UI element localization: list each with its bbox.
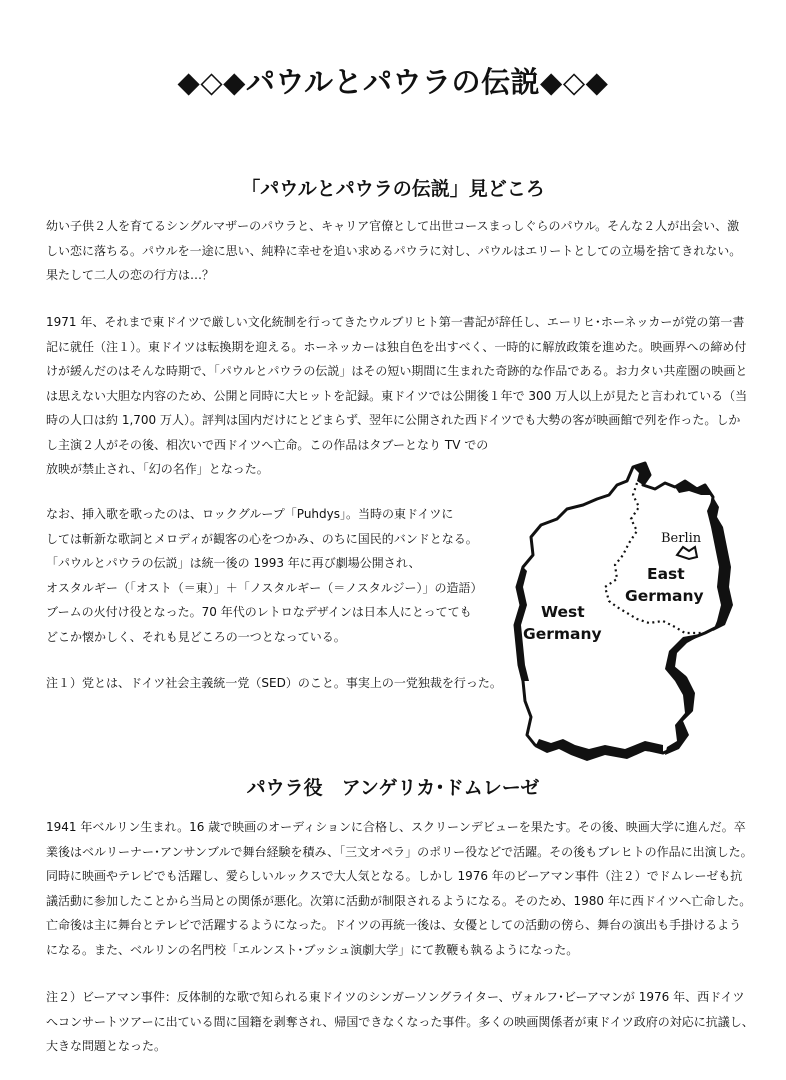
paragraph-synopsis	[46, 214, 741, 288]
text-line: 亡命後は主に舞台とテレビで活躍するようになった。ドイツの再統一後は、女優としての活動の傍ら、舞台の演出も手掛けるよう	[46, 918, 742, 932]
text-line: は思えない大胆な内容のため、公開と同時に大ヒットを記録。東ドイツでは公開後１年で 300 万人以上が見たと言われている（当	[46, 388, 748, 403]
map-label-west-2: Germany	[523, 625, 602, 643]
text-line: なお、挿入歌を歌ったのは、ロックグループ「Puhdys」。当時の東ドイツに	[46, 507, 454, 521]
text-line: 議活動に参加したことから当局との関係が悪化。次第に活動が制限されるようになる。そのため、1980 年に西ドイツへ亡命した。	[46, 893, 752, 908]
text-line: 「パウルとパウラの伝説」は統一後の 1993 年に再び劇場公開され、	[46, 556, 421, 570]
text-line: 放映が禁止され、「幻の名作」となった。	[46, 462, 269, 476]
map-label-east-1: East	[647, 565, 685, 583]
text-line: 記に就任（注１）。東ドイツは転換期を迎える。ホーネッカーは独自色を出すべく、一時的に解放政策を進めた。映画界への締め付	[46, 339, 747, 354]
text-line: 時の人口は約 1,700 万人）。評判は国内だけにとどまらず、翌年に公開された西ドイツでも大勢の客が映画館で列を作った。しか	[46, 413, 741, 427]
text-line: へコンサートツアーに出ている間に国籍を剥奪され、帰国できなくなった事件。多くの映画関係者が東ドイツ政府の対応に抗議し、	[46, 1014, 754, 1029]
text-line: 注２）ビーアマン事件：反体制的な歌で知られる東ドイツのシンガーソングライター、ヴォルフ･ビーアマンが 1976 年、西ドイツ	[46, 990, 745, 1004]
map-label-east-2: Germany	[625, 587, 704, 605]
text-line: ブームの火付け役となった。70 年代のレトロなデザインは日本人にとってても	[46, 605, 472, 619]
footnote-1	[46, 671, 502, 696]
text-line: しては斬新な歌詞とメロディが観客の心をつかみ、のちに国民的バンドとなる。	[46, 531, 478, 546]
text-line: しい恋に落ちる。パウルを一途に思い、純粋に幸せを追い求めるパウラに対し、パウルはエリートとしての立場を捨てきれない。	[46, 243, 742, 258]
text-line: 1941 年ベルリン生まれ。16 歳で映画のオーディションに合格し、スクリーンデビューを果たす。その後、映画大学に進んだ。卒	[46, 820, 746, 834]
text-line: けが緩んだのはそんな時期で、「パウルとパウラの伝説」はその短い期間に生まれた奇跡的な作品である。お力タい共産圏の映画と	[46, 364, 748, 378]
text-line: 注１）党とは、ドイツ社会主義統一党（SED）のこと。事実上の一党独裁を行った。	[46, 676, 502, 690]
text-line: し主演２人がその後、相次いで西ドイツへ亡命。この作品はタブーとなり TV での	[46, 437, 489, 452]
paragraph-actress-bio	[46, 815, 753, 962]
footnote-2	[46, 985, 754, 1059]
map-label-west-1: West	[541, 603, 585, 621]
text-line: になる。また、ベルリンの名門校「エルンスト･ブッシュ演劇大学」にて教鞭も執るようになった。	[46, 942, 579, 957]
text-line: 1971 年、それまで東ドイツで厳しい文化統制を行ってきたウルブリヒト第一書記が辞任し、エーリヒ･ホーネッカーが党の第一書	[46, 315, 745, 329]
section-heading-highlights: 「パウルとパウラの伝説」見どころ	[241, 178, 545, 200]
germany-map-graphic	[505, 455, 757, 765]
text-line: 業後はベルリーナー･アンサンブルで舞台経験を積み、「三文オペラ」のポリー役などで活躍。その後もブレヒトの作品に出演した。	[46, 844, 753, 859]
text-line: オスタルギー（「オスト（＝東）」＋「ノスタルギー（＝ノスタルジー）」の造語）	[46, 580, 483, 595]
text-line: 幼い子供２人を育てるシングルマザーのパウラと、キャリア官僚として出世コースまっしぐらのパウル。そんな２人が出会い、激	[46, 219, 740, 233]
text-line: 大きな問題となった。	[46, 1039, 167, 1053]
paragraph-soundtrack	[46, 502, 483, 649]
text-line: 同時に映画やテレビでも活躍し、愛らしいルックスで大人気となる。しかし 1976 年のビーアマン事件（注２）でドムレーゼも抗	[46, 869, 743, 883]
text-line: どこか懐かしく、それも見どころの一つとなっている。	[46, 629, 346, 644]
page-title: ◆◇◆パウルとパウラの伝説◆◇◆	[177, 65, 609, 99]
section-heading-actress: パウラ役 アンゲリカ･ドムレーゼ	[246, 777, 540, 799]
map-label-berlin: Berlin	[661, 531, 702, 546]
text-line: 果たして二人の恋の行方は…？	[46, 268, 215, 282]
germany-map	[505, 455, 757, 765]
